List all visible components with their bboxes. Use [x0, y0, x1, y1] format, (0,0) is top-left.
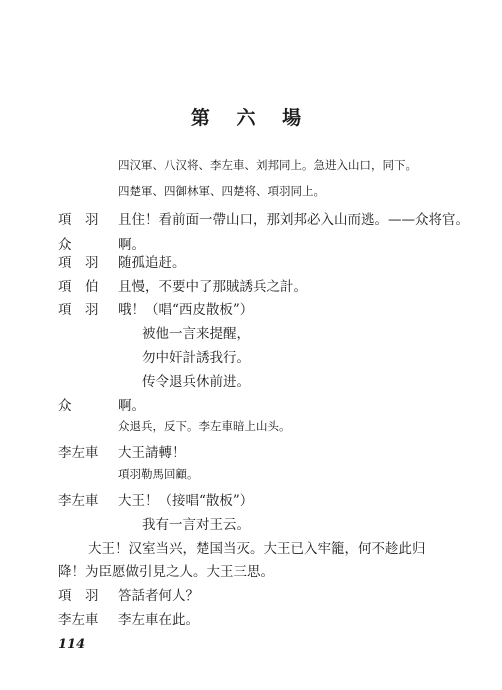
dialogue-line: 降！为臣愿做引見之人。大王三思。: [58, 564, 274, 580]
verse-line: 勿中奸計誘我行。: [142, 350, 250, 366]
dialogue-line: 哦！（唱“西皮散板”）: [118, 302, 254, 318]
page-number: 114: [58, 637, 86, 652]
speaker-label: 項 羽: [58, 212, 99, 228]
dialogue-line: 且住！看前面一帶山口，那刘邦必入山而逃。——众将官。: [118, 212, 469, 228]
stage-direction: 众退兵，反下。李左車暗上山头。: [118, 419, 291, 433]
speaker-label: 李左車: [58, 612, 99, 628]
stage-direction: 項羽勒馬回顧。: [118, 467, 199, 481]
dialogue-line: 且慢，不要中了那賊誘兵之計。: [118, 279, 307, 295]
stage-direction: 四楚軍、四御林軍、四楚将、項羽同上。: [118, 184, 325, 198]
speaker-label: 众: [58, 398, 72, 414]
speaker-label: 項 羽: [58, 302, 99, 318]
verse-line: 被他一言来提醒，: [142, 326, 250, 342]
dialogue-line: 啊。: [118, 398, 145, 414]
dialogue-line: 大王！（接唱“散板”）: [118, 493, 254, 509]
dialogue-line: 随孤追赶。: [118, 255, 186, 271]
dialogue-line: 答話者何人？: [118, 588, 199, 604]
scene-title: 第 六 場: [190, 107, 312, 129]
dialogue-line: 大王請轉！: [118, 445, 186, 461]
speaker-label: 項 羽: [58, 255, 99, 271]
stage-direction: 四汉軍、八汉将、李左車、刘邦同上。急进入山口，同下。: [118, 158, 417, 172]
dialogue-line: 李左車在此。: [118, 612, 199, 628]
speaker-label: 項 伯: [58, 279, 99, 295]
speaker-label: 項 羽: [58, 588, 99, 604]
speaker-label: 众: [58, 237, 72, 253]
dialogue-line: 大王！汉室当兴，楚国当灭。大王已入牢籠，何不趁此归: [88, 541, 426, 557]
speaker-label: 李左車: [58, 493, 99, 509]
verse-line: 我有一言对王云。: [142, 517, 250, 533]
verse-line: 传令退兵休前进。: [142, 374, 250, 390]
dialogue-line: 啊。: [118, 237, 145, 253]
speaker-label: 李左車: [58, 445, 99, 461]
